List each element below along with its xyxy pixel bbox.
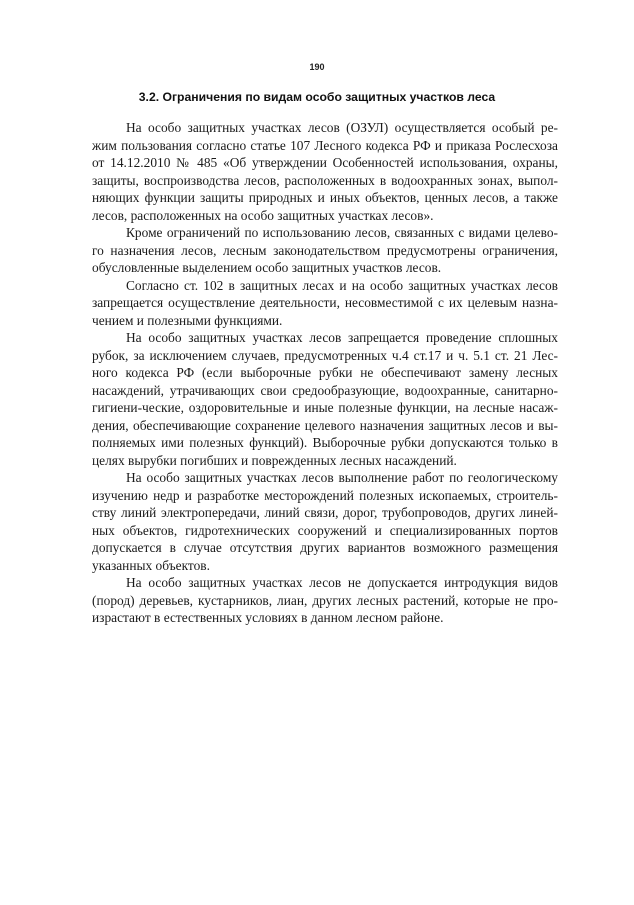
line-text: го назначения лесов, лесным законодательством предусмотрены ограничения, bbox=[92, 242, 558, 258]
text-line bbox=[92, 119, 558, 137]
text-line bbox=[92, 329, 558, 347]
body-text bbox=[92, 119, 558, 627]
text-line bbox=[92, 224, 558, 242]
line-text: обусловленные выделением особо защитных участков лесов. bbox=[92, 260, 442, 275]
line-text: рубок, за исключением случаев, предусмотренных ч.4 ст.17 и ч. 5.1 ст. 21 Лес- bbox=[92, 347, 558, 363]
text-line bbox=[92, 364, 558, 382]
section-heading: 3.2. Ограничения по видам особо защитных участков леса bbox=[138, 90, 496, 104]
line-text: На особо защитных участках лесов (ОЗУЛ) осуществляется особый ре- bbox=[126, 120, 558, 135]
text-line bbox=[92, 277, 558, 295]
text-line bbox=[92, 557, 558, 575]
line-text: от 14.12.2010 № 485 «Об утверждении Особенностей использования, охраны, bbox=[92, 155, 558, 170]
paragraph bbox=[92, 119, 558, 224]
text-line bbox=[92, 189, 558, 207]
text-line bbox=[92, 434, 558, 452]
line-text: допускается в случае отсутствия других вариантов возможного размещения bbox=[92, 540, 558, 555]
paragraph bbox=[92, 329, 558, 469]
line-text: На особо защитных участках лесов не допускается интродукция видов bbox=[126, 575, 558, 590]
line-text: изучению недр и разработке месторождений полезных ископаемых, строитель- bbox=[92, 487, 558, 503]
text-line bbox=[92, 609, 558, 627]
line-text: (пород) деревьев, кустарников, лиан, других лесных растений, которые не про- bbox=[92, 592, 558, 608]
line-text: Кроме ограничений по использованию лесов, связанных с видами целево- bbox=[126, 225, 558, 240]
text-line bbox=[92, 294, 558, 312]
text-line bbox=[92, 242, 558, 260]
line-text: насаждений, утрачивающих свои средообразующие, водоохранные, санитарно- bbox=[92, 382, 558, 398]
line-text: полняемых ими полезных функций). Выборочные рубки допускаются только в bbox=[92, 435, 558, 450]
line-text: указанных объектов. bbox=[92, 557, 210, 573]
text-line bbox=[92, 312, 558, 330]
paragraph bbox=[92, 277, 558, 330]
text-line bbox=[92, 592, 558, 610]
text-line bbox=[92, 399, 558, 417]
line-text: дения, обеспечивающие сохранение целевого назначения защитных лесов и вы- bbox=[92, 417, 558, 433]
text-line bbox=[92, 417, 558, 435]
line-text: На особо защитных участках лесов запрещается проведение сплошных bbox=[126, 330, 558, 345]
line-text: няющих функции защиты природных и иных объектов, ценных лесов, а также bbox=[92, 190, 558, 205]
text-line bbox=[92, 487, 558, 505]
line-text: израстают в естественных условиях в данном лесном районе. bbox=[92, 610, 444, 625]
line-text: На особо защитных участках лесов выполнение работ по геологическому bbox=[126, 470, 558, 485]
text-line bbox=[92, 522, 558, 540]
line-text: защиты, воспроизводства лесов, расположенных в водоохранных зонах, выпол- bbox=[92, 172, 558, 188]
line-text: лесов, расположенных на особо защитных участках лесов». bbox=[92, 207, 434, 223]
text-line bbox=[92, 539, 558, 557]
paragraph bbox=[92, 469, 558, 574]
line-text: гигиени-ческие, оздоровительные и иные полезные функции, на лесные насаж- bbox=[92, 400, 558, 415]
line-text: чением и полезными функциями. bbox=[92, 312, 283, 328]
text-line bbox=[92, 452, 558, 470]
text-line bbox=[92, 347, 558, 365]
line-text: запрещается осуществление деятельности, несовместимой с их целевым назна- bbox=[92, 295, 558, 310]
paragraph bbox=[92, 574, 558, 627]
line-text: ных объектов, гидротехнических сооружений и специализированных портов bbox=[92, 522, 558, 538]
line-text: целях вырубки погибших и поврежденных лесных насаждений. bbox=[92, 452, 457, 468]
line-text: ного кодекса РФ (если выборочные рубки не обеспечивают замену лесных bbox=[92, 365, 558, 380]
text-line bbox=[92, 504, 558, 522]
line-text: ству линий электропередачи, линий связи, дорог, трубопроводов, других линей- bbox=[92, 505, 558, 520]
text-line bbox=[92, 469, 558, 487]
line-text: Согласно ст. 102 в защитных лесах и на особо защитных участках лесов bbox=[126, 277, 558, 293]
text-line bbox=[92, 172, 558, 190]
paragraph bbox=[92, 224, 558, 277]
text-line bbox=[92, 207, 558, 225]
text-line bbox=[92, 574, 558, 592]
page-number: 190 bbox=[309, 62, 325, 72]
text-line bbox=[92, 154, 558, 172]
text-line bbox=[92, 137, 558, 155]
line-text: жим пользования согласно статье 107 Лесного кодекса РФ и приказа Рослесхоза bbox=[92, 137, 558, 153]
text-line bbox=[92, 382, 558, 400]
text-line bbox=[92, 259, 558, 277]
